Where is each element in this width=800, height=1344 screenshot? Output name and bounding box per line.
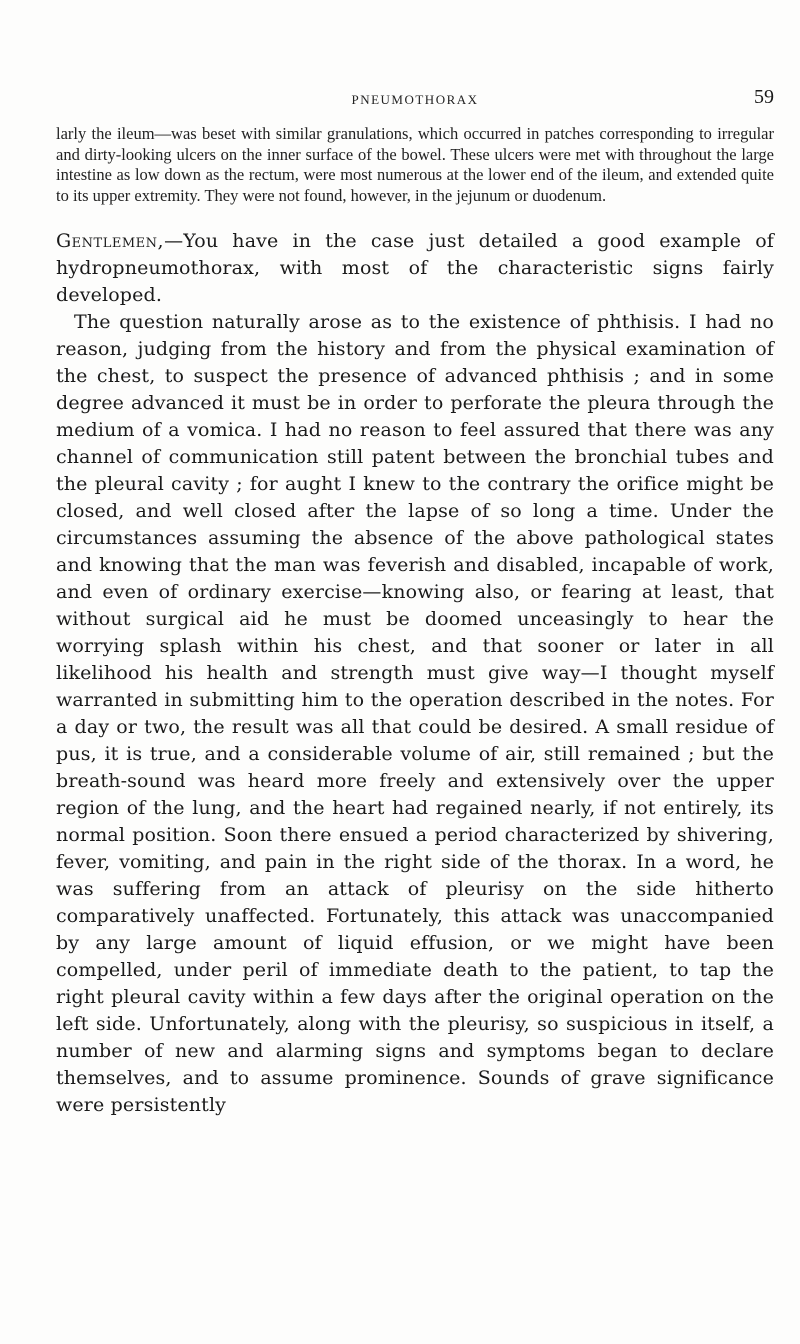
running-head: PNEUMOTHORAX <box>351 92 479 107</box>
paragraph-2: The question naturally arose as to the existence of phthisis. I had no reason, judging from the history and from the physical examination of the chest, to suspect the presence of advanced phthisis ; and in some degree advanced it must be in order to perforate the pleura through the medium of a vomica. I had no reason to feel assured that there was any channel of communication still patent between the bronchial tubes and the pleural cavity ; for aught I knew to the contrary the orifice might be closed, and well closed after the lapse of so long a time. Under the circumstances assuming the absence of the above pathological states and knowing that the man was feverish and disabled, incapable of work, and even of ordinary exercise—knowing also, or fearing at least, that without surgical aid he must be doomed unceasingly to hear the worrying splash within his chest, and that sooner or later in all likelihood his health and strength must give way—I thought myself warranted in submitting him to the operation described in the notes. For a day or two, the result was all that could be desired. A small residue of pus, it is true, and a considerable volume of air, still remained ; but the breath-sound was heard more freely and extensively over the upper region of the lung, and the heart had regained nearly, if not entirely, its normal position. Soon there ensued a period characterized by shivering, fever, vomiting, and pain in the right side of the thorax. In a word, he was suffering from an attack of pleurisy on the side hitherto comparatively unaffected. Fortunately, this attack was unaccompanied by any large amount of liquid effusion, or we might have been compelled, under peril of immediate death to the patient, to tap the right pleural cavity within a few days after the original operation on the left side. Unfortunately, along with the pleurisy, so suspicious in itself, a number of new and alarming signs and symptoms began to declare themselves, and to assume prominence. Sounds of grave significance were persistently <box>56 311 774 1116</box>
salutation: Gentlemen, <box>56 230 165 252</box>
page-number: 59 <box>754 86 774 108</box>
case-notes-continuation: larly the ileum—was beset with similar granulations, which occurred in patches corresponding to irregular and dirty-looking ulcers on the inner surface of the bowel. These ulcers were met with throughout the large intestine as low down as the rectum, were most numerous at the lower end of the ileum, and extended quite to its upper extremity. They were not found, however, in the jejunum or duodenum. <box>56 124 774 205</box>
page-header <box>56 86 774 116</box>
paragraph-1 <box>56 228 774 309</box>
paragraph-1-body: —You have in the case just detailed a good example of hydropneumothorax, with most of the characteristic signs fairly developed. <box>56 230 774 306</box>
lecture-body <box>56 228 774 1119</box>
